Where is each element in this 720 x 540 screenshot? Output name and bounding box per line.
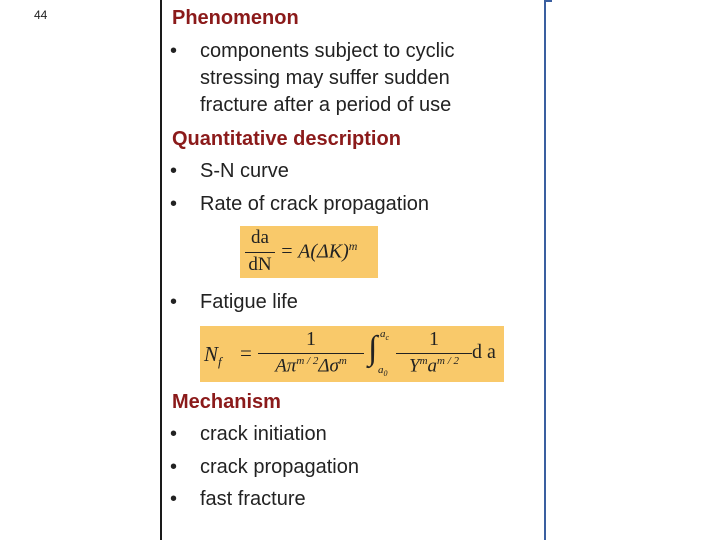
formula-exponent: m [348,239,358,253]
bullet-text: crack propagation [200,456,359,478]
integral-upper-limit [380,328,389,342]
formula-lhs-subscript: f [218,354,222,370]
bullet-line: stressing may suffer sudden [200,67,450,89]
fraction-denominator: dN [248,254,272,275]
fraction-numerator: da [251,227,269,248]
fraction1-bar [258,353,364,354]
fraction1-denominator [258,355,364,377]
bullet-text: Fatigue life [200,291,298,313]
heading-mechanism: Mechanism [172,391,281,413]
den1-exp-b: m [338,355,347,367]
den2-term-b: a [427,355,438,377]
bullet-dot: • [170,456,178,478]
bullet-dot: • [170,160,178,182]
bullet-text: fast fracture [200,488,306,510]
fraction1-numerator: 1 [306,328,316,350]
bullet-dot: • [170,488,178,510]
page-number: 44 [34,8,48,22]
bullet-line: fracture after a period of use [200,94,452,116]
den1-term-a: Aπ [275,355,297,377]
lower-limit-symbol: a [378,364,384,376]
formula-fatigue-life [200,326,504,382]
bullet-dot: • [170,423,178,445]
den2-exp-b: m / 2 [437,355,460,367]
formula-equals: = [240,341,252,365]
upper-limit-subscript: c [385,333,390,343]
heading-phenomenon: Phenomenon [172,7,299,29]
integral-lower-limit [378,364,388,378]
fraction2-denominator [394,355,474,377]
den1-exp-a: m / 2 [296,355,319,367]
differential-da [472,341,496,364]
bullet-text: Rate of crack propagation [200,193,430,215]
bullet-dot: • [170,193,178,215]
bullet-text-lines [200,38,455,119]
slide-panel [160,0,546,540]
fraction-bar [245,252,275,253]
bullet-text: crack initiation [200,423,327,445]
heading-quantitative: Quantitative description [172,128,401,150]
formula-lhs-symbol: N [204,342,219,366]
formula-rhs [280,239,357,264]
fraction2-bar [396,353,472,354]
den1-term-b: Δσ [318,355,339,377]
formula-rhs-text: = A(ΔK) [280,240,349,263]
lower-limit-subscript: 0 [383,369,388,379]
bullet-dot: • [170,40,178,62]
fraction2-numerator: 1 [429,328,439,350]
differential-text: d a [472,341,496,363]
formula-lhs [204,342,222,370]
upper-limit-symbol: a [380,328,386,340]
formula-crack-rate [240,226,378,278]
integral-sign: ∫ [368,330,378,367]
den2-term-a: Y [408,355,420,377]
bullet-dot: • [170,291,178,313]
bullet-line: components subject to cyclic [200,40,455,62]
den2-exp-a: m [419,355,428,367]
bullet-text: S-N curve [200,160,289,182]
